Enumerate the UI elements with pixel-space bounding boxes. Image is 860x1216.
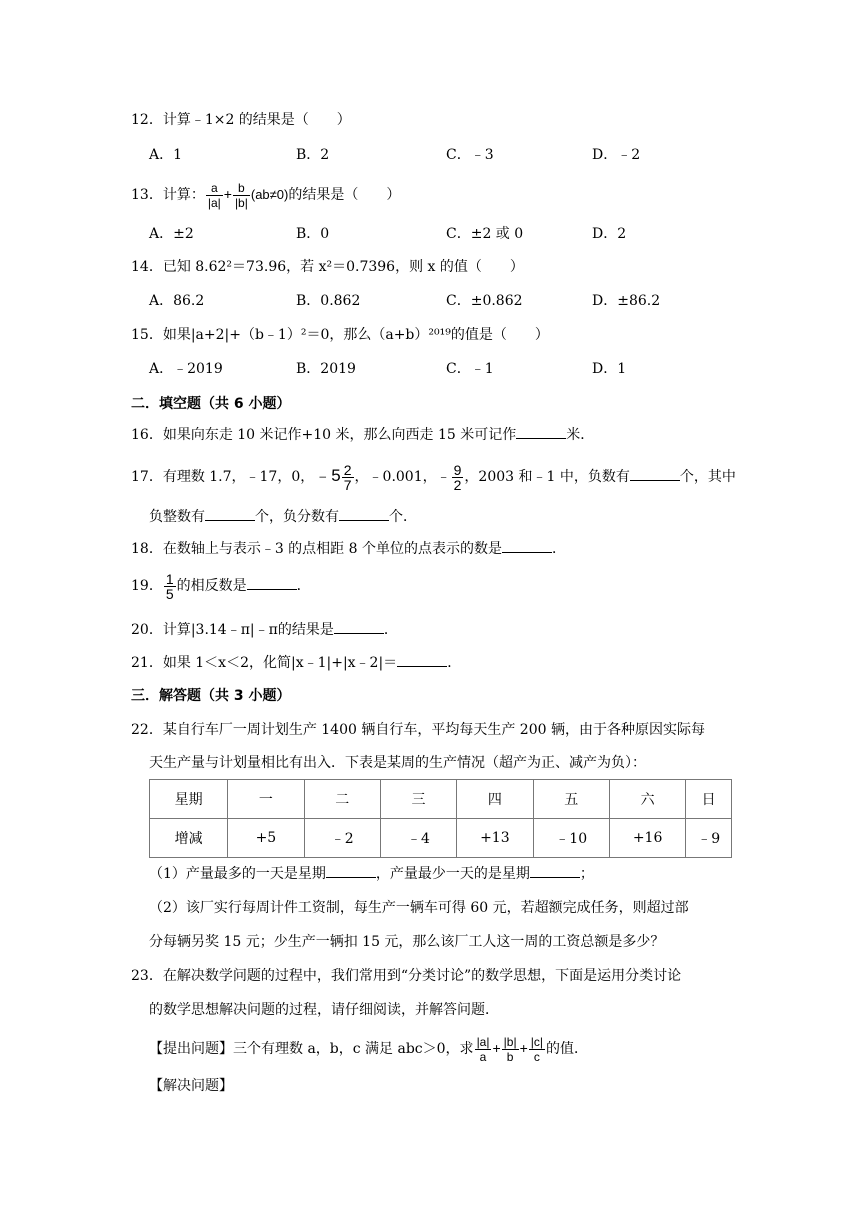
q17-mixed-whole: ﹣5 [314,466,341,485]
q13-fraction-b [233,181,250,210]
q13-condition: (ab≠0) [250,187,289,202]
q17-text-a: 17．有理数 1.7，﹣17，0， [131,469,315,485]
table-header-cell: 二 [304,780,380,819]
q23-prompt-a: 【提出问题】三个有理数 a，b，c 满足 abc＞0，求 [149,1041,474,1057]
q23-line1: 23．在解决数学问题的过程中，我们常用到“分类讨论”的数学思想，下面是运用分类讨论 [131,968,682,984]
q23-prompt-b: 的值． [546,1041,589,1057]
q19-blank [247,575,297,590]
q12-option-d: D．﹣2 [592,147,641,163]
q17-frac-den: 2 [453,476,462,493]
table-header-cell: 五 [533,780,609,819]
q22-sub1-b: ，产量最少一天的是星期 [375,866,530,882]
table-row [150,819,732,858]
q23-prompt [149,1028,588,1069]
q16-blank [516,424,566,439]
q23-f1-num: |a| [476,1034,490,1049]
q13-plus: + [223,186,232,202]
q23-f3-num: |c| [530,1034,544,1049]
q22-line2: 天生产量与计划量相比有出入．下表是某周的生产情况（超产为正、减产为负）： [149,755,646,771]
table-header-cell: 日 [686,780,732,819]
q15-option-c: C．﹣1 [446,361,494,377]
q23-fraction-c [529,1035,545,1064]
q23-f1-den: a [479,1049,487,1064]
q17-stem [131,458,736,495]
q21-stem [131,652,461,674]
q23-f2-num: |b| [503,1034,517,1049]
q17-fraction [452,463,464,492]
q16-text-b: 米． [566,427,595,443]
table-cell: +16 [609,819,685,858]
q22-blank-1 [326,863,376,878]
q22-sub1 [149,863,594,885]
q18-text-a: 18．在数轴上与表示﹣3 的点相距 8 个单位的点表示的数是 [131,541,502,557]
q18-blank [502,538,552,553]
table-cell: 增减 [150,819,228,858]
q23-fraction-b [502,1035,519,1064]
q13-prefix: 13．计算： [131,187,205,203]
q17-line2 [149,506,417,528]
q17-text-b: ，﹣0.001，﹣ [354,469,451,485]
q21-text-a: 21．如果 1＜x＜2，化简|x﹣1|+|x﹣2|＝ [131,655,398,671]
table-header-cell: 四 [457,780,533,819]
q19-text-a: 的相反数是 [176,578,247,594]
q18-stem [131,538,566,560]
q17-text-c: ，2003 和﹣1 中，负数有 [464,469,630,485]
table-header-cell: 六 [609,780,685,819]
q16-stem [131,424,594,446]
q23-line2: 的数学思想解决问题的过程，请仔细阅读，并解答问题． [149,1002,499,1018]
q16-text-a: 16．如果向东走 10 米记作+10 米，那么向西走 15 米可记作 [131,427,517,443]
q13-frac-b-num: b [233,181,250,196]
q17-blank-1 [630,466,680,481]
q21-text-b: ． [447,655,462,671]
q13-stem [131,176,400,213]
q12-option-c: C．﹣3 [446,147,494,163]
q17-mixed-den: 7 [343,476,352,493]
q23-f3-den: c [533,1049,540,1064]
q22-sub2-line2: 分每辆另奖 15 元；少生产一辆扣 15 元，那么该厂工人这一周的工资总额是多少？ [149,934,665,950]
q15-stem: 15．如果|a+2|+（b﹣1）²＝0，那么（a+b）²⁰¹⁹的值是（ ） [131,327,549,343]
table-cell: ﹣9 [686,819,732,858]
q13-option-a: A．±2 [149,226,194,242]
q22-sub2-line1: （2）该厂实行每周计件工资制，每生产一辆车可得 60 元，若超额完成任务，则超过部 [149,900,689,916]
q19-text-b: ． [296,578,311,594]
section-3-heading: 三．解答题（共 3 小题） [131,688,291,704]
table-header-cell: 一 [228,780,304,819]
table-cell: +5 [228,819,304,858]
q20-blank [334,619,384,634]
q13-frac-b-den: |b| [234,195,248,210]
q13-option-c: C．±2 或 0 [446,226,524,242]
q19-frac-den: 5 [165,585,174,602]
table-cell: +13 [457,819,533,858]
q13-option-d: D．2 [592,226,627,242]
q17-blank-2 [205,506,255,521]
table-row [150,780,732,819]
table-header-cell: 星期 [150,780,228,819]
q14-option-c: C．±0.862 [446,293,523,309]
table-header-cell: 三 [380,780,456,819]
q23-f2-den: b [506,1049,514,1064]
q15-option-d: D．1 [592,361,627,377]
q18-text-b: ． [551,541,566,557]
q14-option-b: B．0.862 [296,293,361,309]
q23-plus-2: + [519,1040,528,1056]
q13-suffix: 的结果是（ ） [288,187,401,203]
q23-fraction-a [475,1035,492,1064]
q13-option-b: B．0 [296,226,330,242]
table-cell: ﹣2 [304,819,380,858]
q13-fraction-a [206,181,223,210]
section-2-heading: 二．填空题（共 6 小题） [131,396,291,412]
q19-label: 19． [131,578,163,594]
table-cell: ﹣4 [380,819,456,858]
q23-solve-heading: 【解决问题】 [149,1078,233,1094]
q22-blank-2 [530,863,580,878]
q22-sub1-c: ； [579,866,594,882]
q14-option-a: A．86.2 [149,293,205,309]
q20-text-b: ． [383,622,398,638]
q22-line1: 22．某自行车厂一周计划生产 1400 辆自行车，平均每天生产 200 辆，由于各种原因实际每 [131,722,705,738]
q15-option-a: A．﹣2019 [149,361,223,377]
q19-frac-num: 1 [165,570,174,587]
q23-plus-1: + [492,1040,501,1056]
q17-mixed-fraction [342,463,354,492]
q14-stem: 14．已知 8.62²＝73.96，若 x²＝0.7396，则 x 的值（ ） [131,259,524,275]
q13-frac-a-den: |a| [207,195,221,210]
q12-option-a: A．1 [149,147,183,163]
q19-stem [131,568,311,604]
production-table [149,779,732,858]
q19-fraction [164,572,176,601]
q21-blank [397,652,447,667]
q20-text-a: 20．计算|3.14﹣π|﹣π的结果是 [131,622,334,638]
q17-line2-c: 个． [389,509,417,525]
q20-stem [131,619,398,641]
q13-frac-a-num: a [206,181,223,196]
table-cell: ﹣10 [533,819,609,858]
q15-option-b: B．2019 [296,361,356,377]
q12-option-b: B．2 [296,147,330,163]
q17-line2-b: 个，负分数有 [255,509,339,525]
q17-line2-a: 负整数有 [149,509,205,525]
q17-text-d: 个，其中 [679,469,736,485]
q22-sub1-a: （1）产量最多的一天是星期 [149,866,326,882]
q17-mixed-num: 2 [343,461,352,478]
q17-blank-3 [339,506,389,521]
q14-option-d: D．±86.2 [592,293,661,309]
q12-stem: 12．计算﹣1×2 的结果是（ ） [131,112,351,128]
q17-frac-num: 9 [453,461,462,478]
